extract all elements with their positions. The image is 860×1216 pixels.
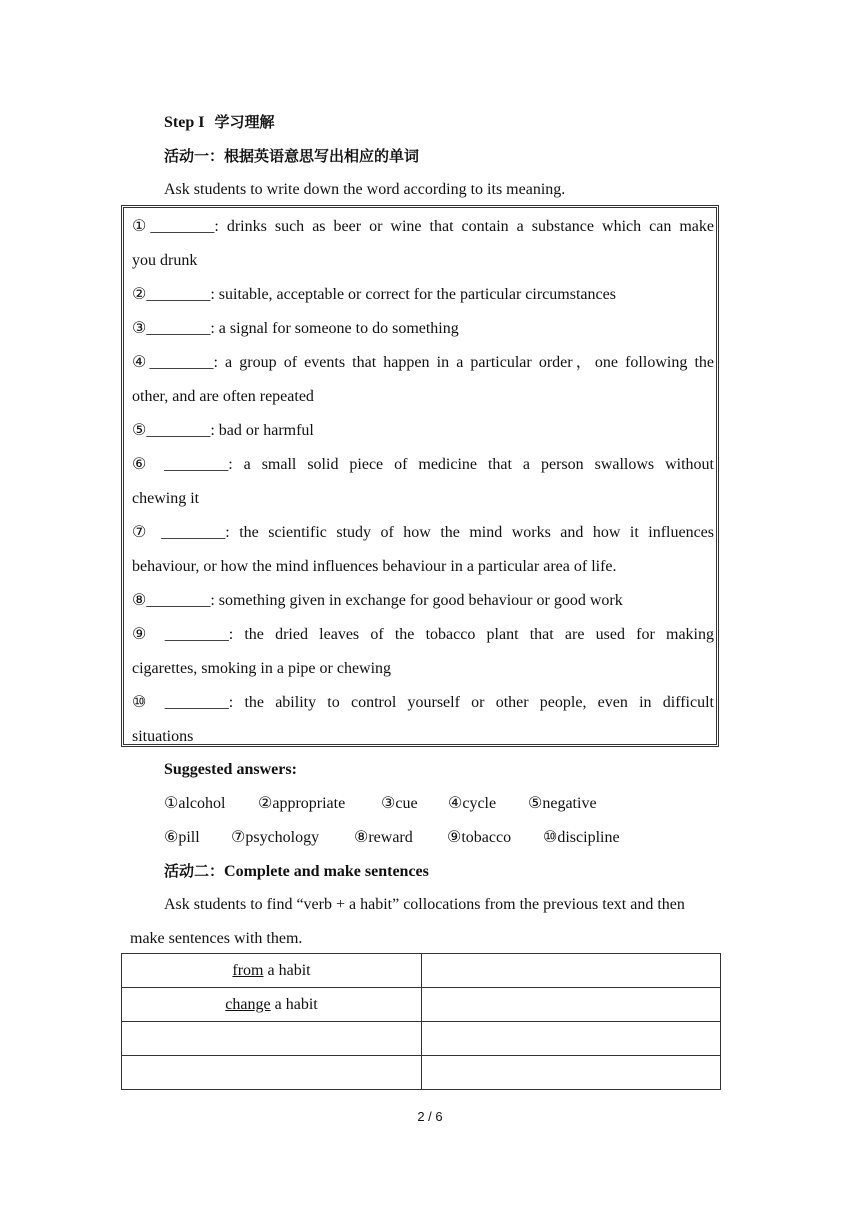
definition-10-line1: ⑩ ________: the ability to control yourself or other people, even in difficult [132,694,714,711]
table-row [122,1056,721,1090]
collocation-table [121,953,721,1090]
collocation-verb: change [225,995,271,1013]
step-heading [164,112,274,133]
answer-3: ③cue [381,795,418,812]
vocabulary-box [121,205,719,747]
collocation-cell [122,954,422,988]
definition-7-line2: behaviour, or how the mind influences behaviour in a particular area of life. [132,558,617,575]
table-row [122,954,721,988]
definition-3: ③________: a signal for someone to do something [132,320,459,337]
definition-6-line2: chewing it [132,490,200,507]
activity2-title-cn: 活动二： [164,862,225,880]
definition-4-line2: other, and are often repeated [132,388,314,405]
sentence-cell[interactable] [422,988,721,1022]
definition-10-line2: situations [132,728,194,745]
answer-1: ①alcohol [164,795,226,812]
definition-9-line1: ⑨ ________: the dried leaves of the tobacco plant that are used for making [132,626,714,643]
answers-title: Suggested answers: [164,761,297,778]
collocation-rest: a habit [270,995,318,1013]
definition-5: ⑤________: bad or harmful [132,422,314,439]
definition-4-line1: ④________: a group of events that happen in a particular order，one following the [132,354,714,371]
page-number: 2 / 6 [417,1109,443,1124]
answer-5: ⑤negative [528,795,597,812]
definition-6-line1: ⑥ ________: a small solid piece of medicine that a person swallows without [132,456,714,473]
definition-1-line2: you drunk [132,252,198,269]
step-subtitle: 学习理解 [214,113,275,131]
sentence-cell[interactable] [422,1022,721,1056]
collocation-cell[interactable] [122,1022,422,1056]
table-row [122,1022,721,1056]
definition-2: ②________: suitable, acceptable or correct for the particular circumstances [132,286,616,303]
definition-8: ⑧________: something given in exchange for good behaviour or good work [132,592,623,609]
collocation-cell [122,988,422,1022]
sentence-cell[interactable] [422,954,721,988]
sentence-cell[interactable] [422,1056,721,1090]
table-row [122,988,721,1022]
activity2-instruction-line1: Ask students to find “verb + a habit” collocations from the previous text and then [164,896,685,913]
answer-4: ④cycle [448,795,497,812]
answer-7: ⑦psychology [231,829,320,846]
collocation-verb: from [232,961,264,979]
activity2-title [164,861,429,882]
definition-9-line2: cigarettes, smoking in a pipe or chewing [132,660,392,677]
answer-10: ⑩discipline [543,829,620,846]
answer-2: ②appropriate [258,795,346,812]
answer-8: ⑧reward [354,829,413,846]
collocation-cell[interactable] [122,1056,422,1090]
answer-9: ⑨tobacco [447,829,512,846]
activity1-instruction: Ask students to write down the word according to its meaning. [164,181,566,198]
activity1-title: 活动一：根据英语意思写出相应的单词 [164,147,420,165]
answer-6: ⑥pill [164,829,200,846]
step-label: Step I [164,114,205,131]
activity2-title-en: Complete and make sentences [224,863,429,880]
activity2-instruction-line2: make sentences with them. [130,930,303,947]
definition-1-line1: ①________: drinks such as beer or wine that contain a substance which can make [132,218,714,235]
collocation-rest: a habit [263,961,311,979]
definition-7-line1: ⑦ ________: the scientific study of how the mind works and how it influences [132,524,714,541]
